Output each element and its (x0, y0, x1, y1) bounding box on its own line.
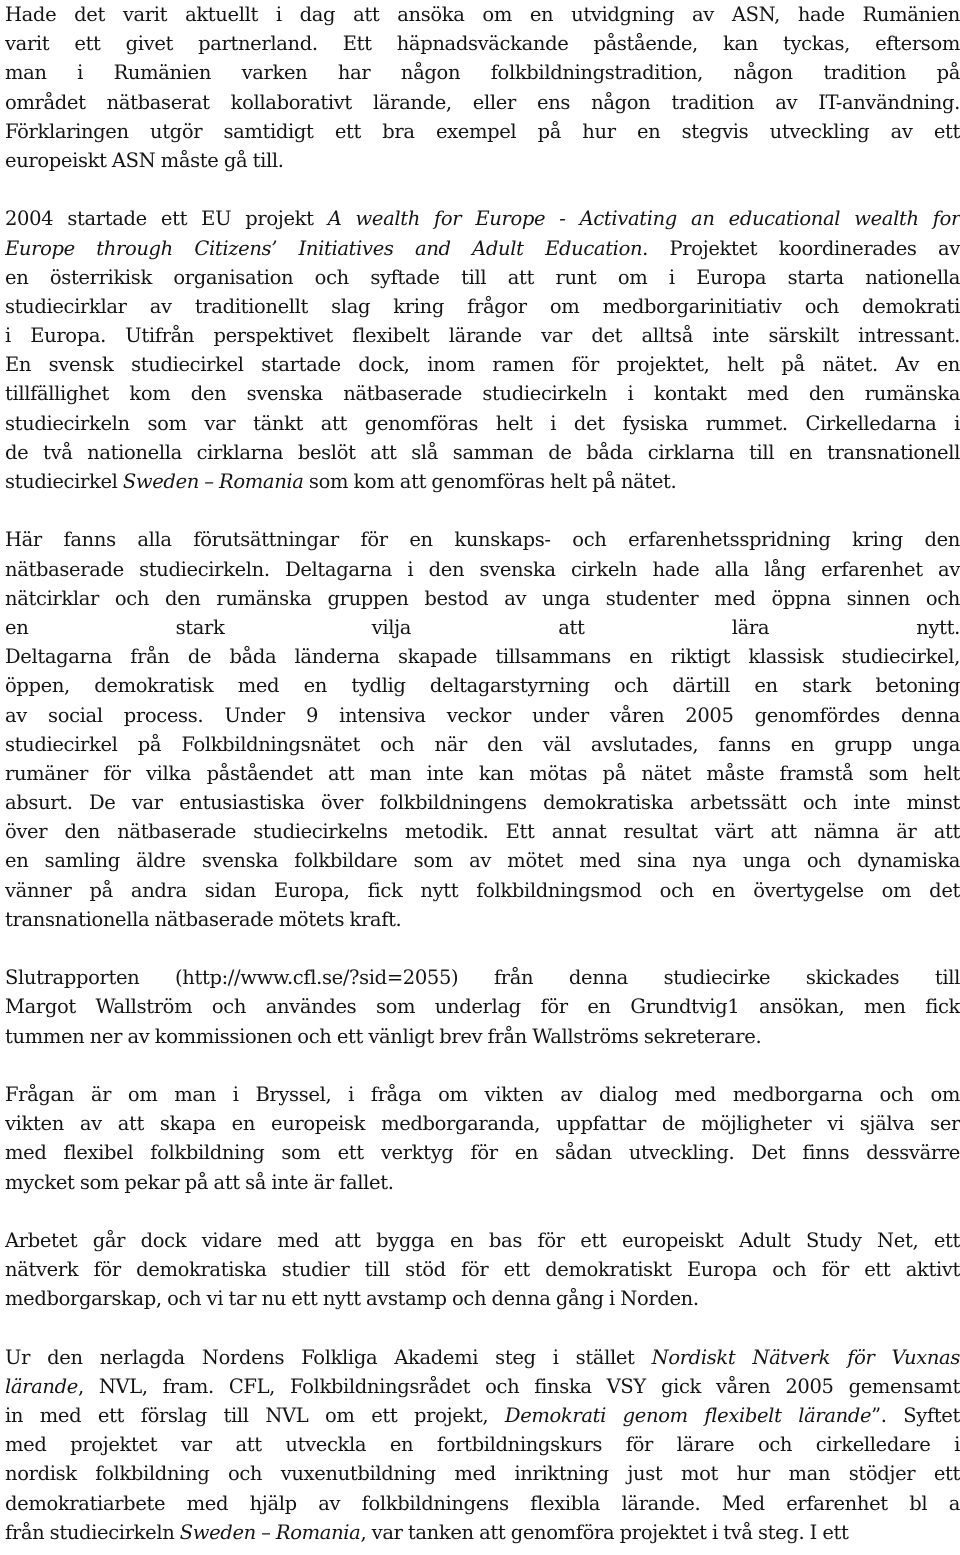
text-line (5, 1430, 960, 1459)
text-run: Margot Wallström och användes som underlag för en Grundtvig1 ansökan, men fick (5, 995, 960, 1019)
italic-text: Sweden – Romania (122, 470, 304, 494)
text-run: En svensk studiecirkel startade dock, inom ramen för projektet, helt på nätet. Av en (5, 353, 960, 377)
paragraph-gap (5, 496, 960, 525)
paragraph (5, 1080, 960, 1197)
text-run: över den nätbaserade studiecirkelns metodik. Ett annat resultat värt att nämna är att (5, 820, 960, 844)
italic-text: Nordiskt Nätverk för Vuxnas (651, 1345, 960, 1369)
paragraph (5, 204, 960, 496)
italic-text: A wealth for Europe - Activating an educational wealth for (327, 207, 960, 231)
text-run: av social process. Under 9 intensiva veckor under våren 2005 genomfördes denna (5, 703, 960, 727)
text-line (5, 817, 960, 846)
text-line (5, 876, 960, 905)
text-line (5, 1255, 960, 1284)
text-line (5, 1109, 960, 1138)
text-line (5, 58, 960, 87)
text-line (5, 438, 960, 467)
text-line (5, 1022, 960, 1051)
paragraph (5, 1226, 960, 1314)
text-run: transnationella nätbaserade mötets kraft. (5, 907, 402, 931)
text-line (5, 1138, 960, 1167)
text-line (5, 1518, 960, 1547)
text-run: tillfällighet kom den svenska nätbaserade studiecirkeln i kontakt med den rumänska (5, 382, 960, 406)
text-run: tummen ner av kommissionen och ett vänligt brev från Wallströms sekreterare. (5, 1024, 762, 1048)
text-line (5, 671, 960, 700)
text-line (5, 642, 960, 671)
text-run: , NVL, fram. CFL, Folkbildningsrådet och finska VSY gick våren 2005 gemensamt (77, 1374, 960, 1398)
text-run: med flexibel folkbildning som ett verktyg för en sådan utveckling. Det finns dessvärre (5, 1141, 960, 1165)
text-line (5, 759, 960, 788)
text-run: studiecirklar av traditionellt slag kring frågor om medborgarinitiativ och demokrati (5, 294, 960, 318)
text-run: , var tanken att genomföra projektet i två steg. I ett (360, 1520, 849, 1544)
text-line (5, 1459, 960, 1488)
text-line (5, 525, 960, 554)
text-line (5, 701, 960, 730)
text-run: europeiskt ASN måste gå till. (5, 148, 284, 172)
text-line (5, 321, 960, 350)
text-line (5, 29, 960, 58)
text-line (5, 88, 960, 117)
text-run: Ur den nerlagda Nordens Folkliga Akademi steg i stället (5, 1345, 652, 1369)
text-run: ”. Syftet (871, 1404, 960, 1428)
text-run: en österrikisk organisation och syftade till att runt om i Europa starta nationella (5, 265, 960, 289)
text-run: demokratiarbete med hjälp av folkbildningens flexibla lärande. Med erfarenhet bl a (5, 1491, 960, 1515)
text-line (5, 409, 960, 438)
text-run: studiecirkel (5, 470, 123, 494)
text-run: Förklaringen utgör samtidigt ett bra exempel på hur en stegvis utveckling av ett (5, 119, 960, 143)
document-page (5, 0, 960, 1547)
text-line (5, 846, 960, 875)
text-line (5, 788, 960, 817)
text-line (5, 1401, 960, 1430)
text-line (5, 1343, 960, 1372)
text-run: Frågan är om man i Bryssel, i fråga om vikten av dialog med medborgarna och om (5, 1083, 960, 1106)
text-line (5, 379, 960, 408)
text-run: 2004 startade ett EU projekt (5, 207, 328, 231)
text-line (5, 1168, 960, 1197)
text-line (5, 204, 960, 233)
text-run: Deltagarna från de båda länderna skapade tillsammans en riktigt klassisk studiecirkel, (5, 645, 960, 669)
paragraph (5, 1343, 960, 1547)
paragraph (5, 963, 960, 1051)
text-line (5, 1080, 960, 1109)
paragraph-gap (5, 1197, 960, 1226)
paragraph (5, 525, 960, 934)
text-line (5, 292, 960, 321)
text-line (5, 263, 960, 292)
paragraph-gap (5, 934, 960, 963)
text-run: området nätbaserat kollaborativt lärande, eller ens någon tradition av IT-användning. (5, 90, 960, 114)
paragraph-gap (5, 175, 960, 204)
italic-text: Demokrati genom flexibelt lärande (504, 1404, 872, 1428)
text-run: vikten av att skapa en europeisk medborgaranda, uppfattar de möjligheter vi själva ser (5, 1112, 960, 1136)
text-run: varit ett givet partnerland. Ett häpnadsväckande påstående, kan tyckas, eftersom (5, 32, 960, 56)
text-run: öppen, demokratisk med en tydlig deltagarstyrning och därtill en stark betoning (5, 674, 960, 698)
text-line (5, 905, 960, 934)
text-run: en samling äldre svenska folkbildare som av mötet med sina nya unga och dynamiska (5, 849, 960, 873)
text-line (5, 467, 960, 496)
text-line (5, 613, 960, 642)
text-run: en stark vilja att lära nytt. (5, 615, 960, 639)
text-line (5, 117, 960, 146)
text-line (5, 1284, 960, 1313)
italic-text: Sweden – Romania (179, 1520, 361, 1544)
text-run: med projektet var att utveckla en fortbildningskurs för lärare och cirkelledare i (5, 1433, 960, 1457)
text-run: Hade det varit aktuellt i dag att ansöka om en utvidgning av ASN, hade Rumänien (5, 3, 960, 26)
text-run: nätverk för demokratiska studier till stöd för ett demokratiskt Europa och för ett aktivt (5, 1258, 960, 1282)
text-line (5, 992, 960, 1021)
text-run: som kom att genomföras helt på nätet. (303, 470, 677, 494)
text-line (5, 584, 960, 613)
text-line (5, 555, 960, 584)
text-run: nätcirklar och den rumänska gruppen bestod av unga studenter med öppna sinnen och (5, 586, 960, 610)
paragraph-gap (5, 1051, 960, 1080)
text-run: . Projektet koordinerades av (642, 236, 960, 260)
text-line (5, 0, 960, 29)
text-line (5, 350, 960, 379)
text-run: studiecirkeln som var tänkt att genomföras helt i det fysiska rummet. Cirkelledarna i (5, 411, 960, 435)
text-line (5, 234, 960, 263)
text-line (5, 730, 960, 759)
text-run: Arbetet går dock vidare med att bygga en bas för ett europeiskt Adult Study Net, ett (5, 1228, 960, 1252)
italic-text: lärande (5, 1374, 78, 1398)
text-run: från studiecirkeln (5, 1520, 180, 1544)
text-line (5, 1226, 960, 1255)
text-run: de två nationella cirklarna beslöt att slå samman de båda cirklarna till en transnationell (5, 440, 960, 464)
text-run: vänner på andra sidan Europa, fick nytt folkbildningsmod och en övertygelse om det (5, 878, 960, 902)
text-line (5, 963, 960, 992)
text-run: studiecirkel på Folkbildningsnätet och när den väl avslutades, fanns en grupp unga (5, 732, 960, 756)
text-run: rumäner för vilka påståendet att man inte kan mötas på nätet måste framstå som helt (5, 761, 960, 785)
italic-text: Europe through Citizens’ Initiatives and Adult Education (5, 236, 643, 260)
paragraph (5, 0, 960, 175)
paragraph-gap (5, 1314, 960, 1343)
text-line (5, 1372, 960, 1401)
text-line (5, 1489, 960, 1518)
text-run: absurt. De var entusiastiska över folkbildningens demokratiska arbetssätt och inte minst (5, 791, 960, 815)
text-run: nätbaserade studiecirkeln. Deltagarna i den svenska cirkeln hade alla lång erfarenhet av (5, 557, 960, 581)
text-line (5, 146, 960, 175)
text-run: Här fanns alla förutsättningar för en kunskaps- och erfarenhetsspridning kring den (5, 528, 960, 552)
text-run: mycket som pekar på att så inte är fallet. (5, 1170, 394, 1194)
text-run: in med ett förslag till NVL om ett projekt, (5, 1404, 505, 1428)
text-run: Slutrapporten (http://www.cfl.se/?sid=2055) från denna studiecirke skickades till (5, 966, 960, 990)
text-run: i Europa. Utifrån perspektivet flexibelt lärande var det alltså inte särskilt intressant. (5, 324, 960, 348)
text-run: man i Rumänien varken har någon folkbildningstradition, någon tradition på (5, 61, 960, 85)
text-run: nordisk folkbildning och vuxenutbildning med inriktning just mot hur man stödjer ett (5, 1462, 960, 1486)
text-run: medborgarskap, och vi tar nu ett nytt avstamp och denna gång i Norden. (5, 1287, 699, 1311)
